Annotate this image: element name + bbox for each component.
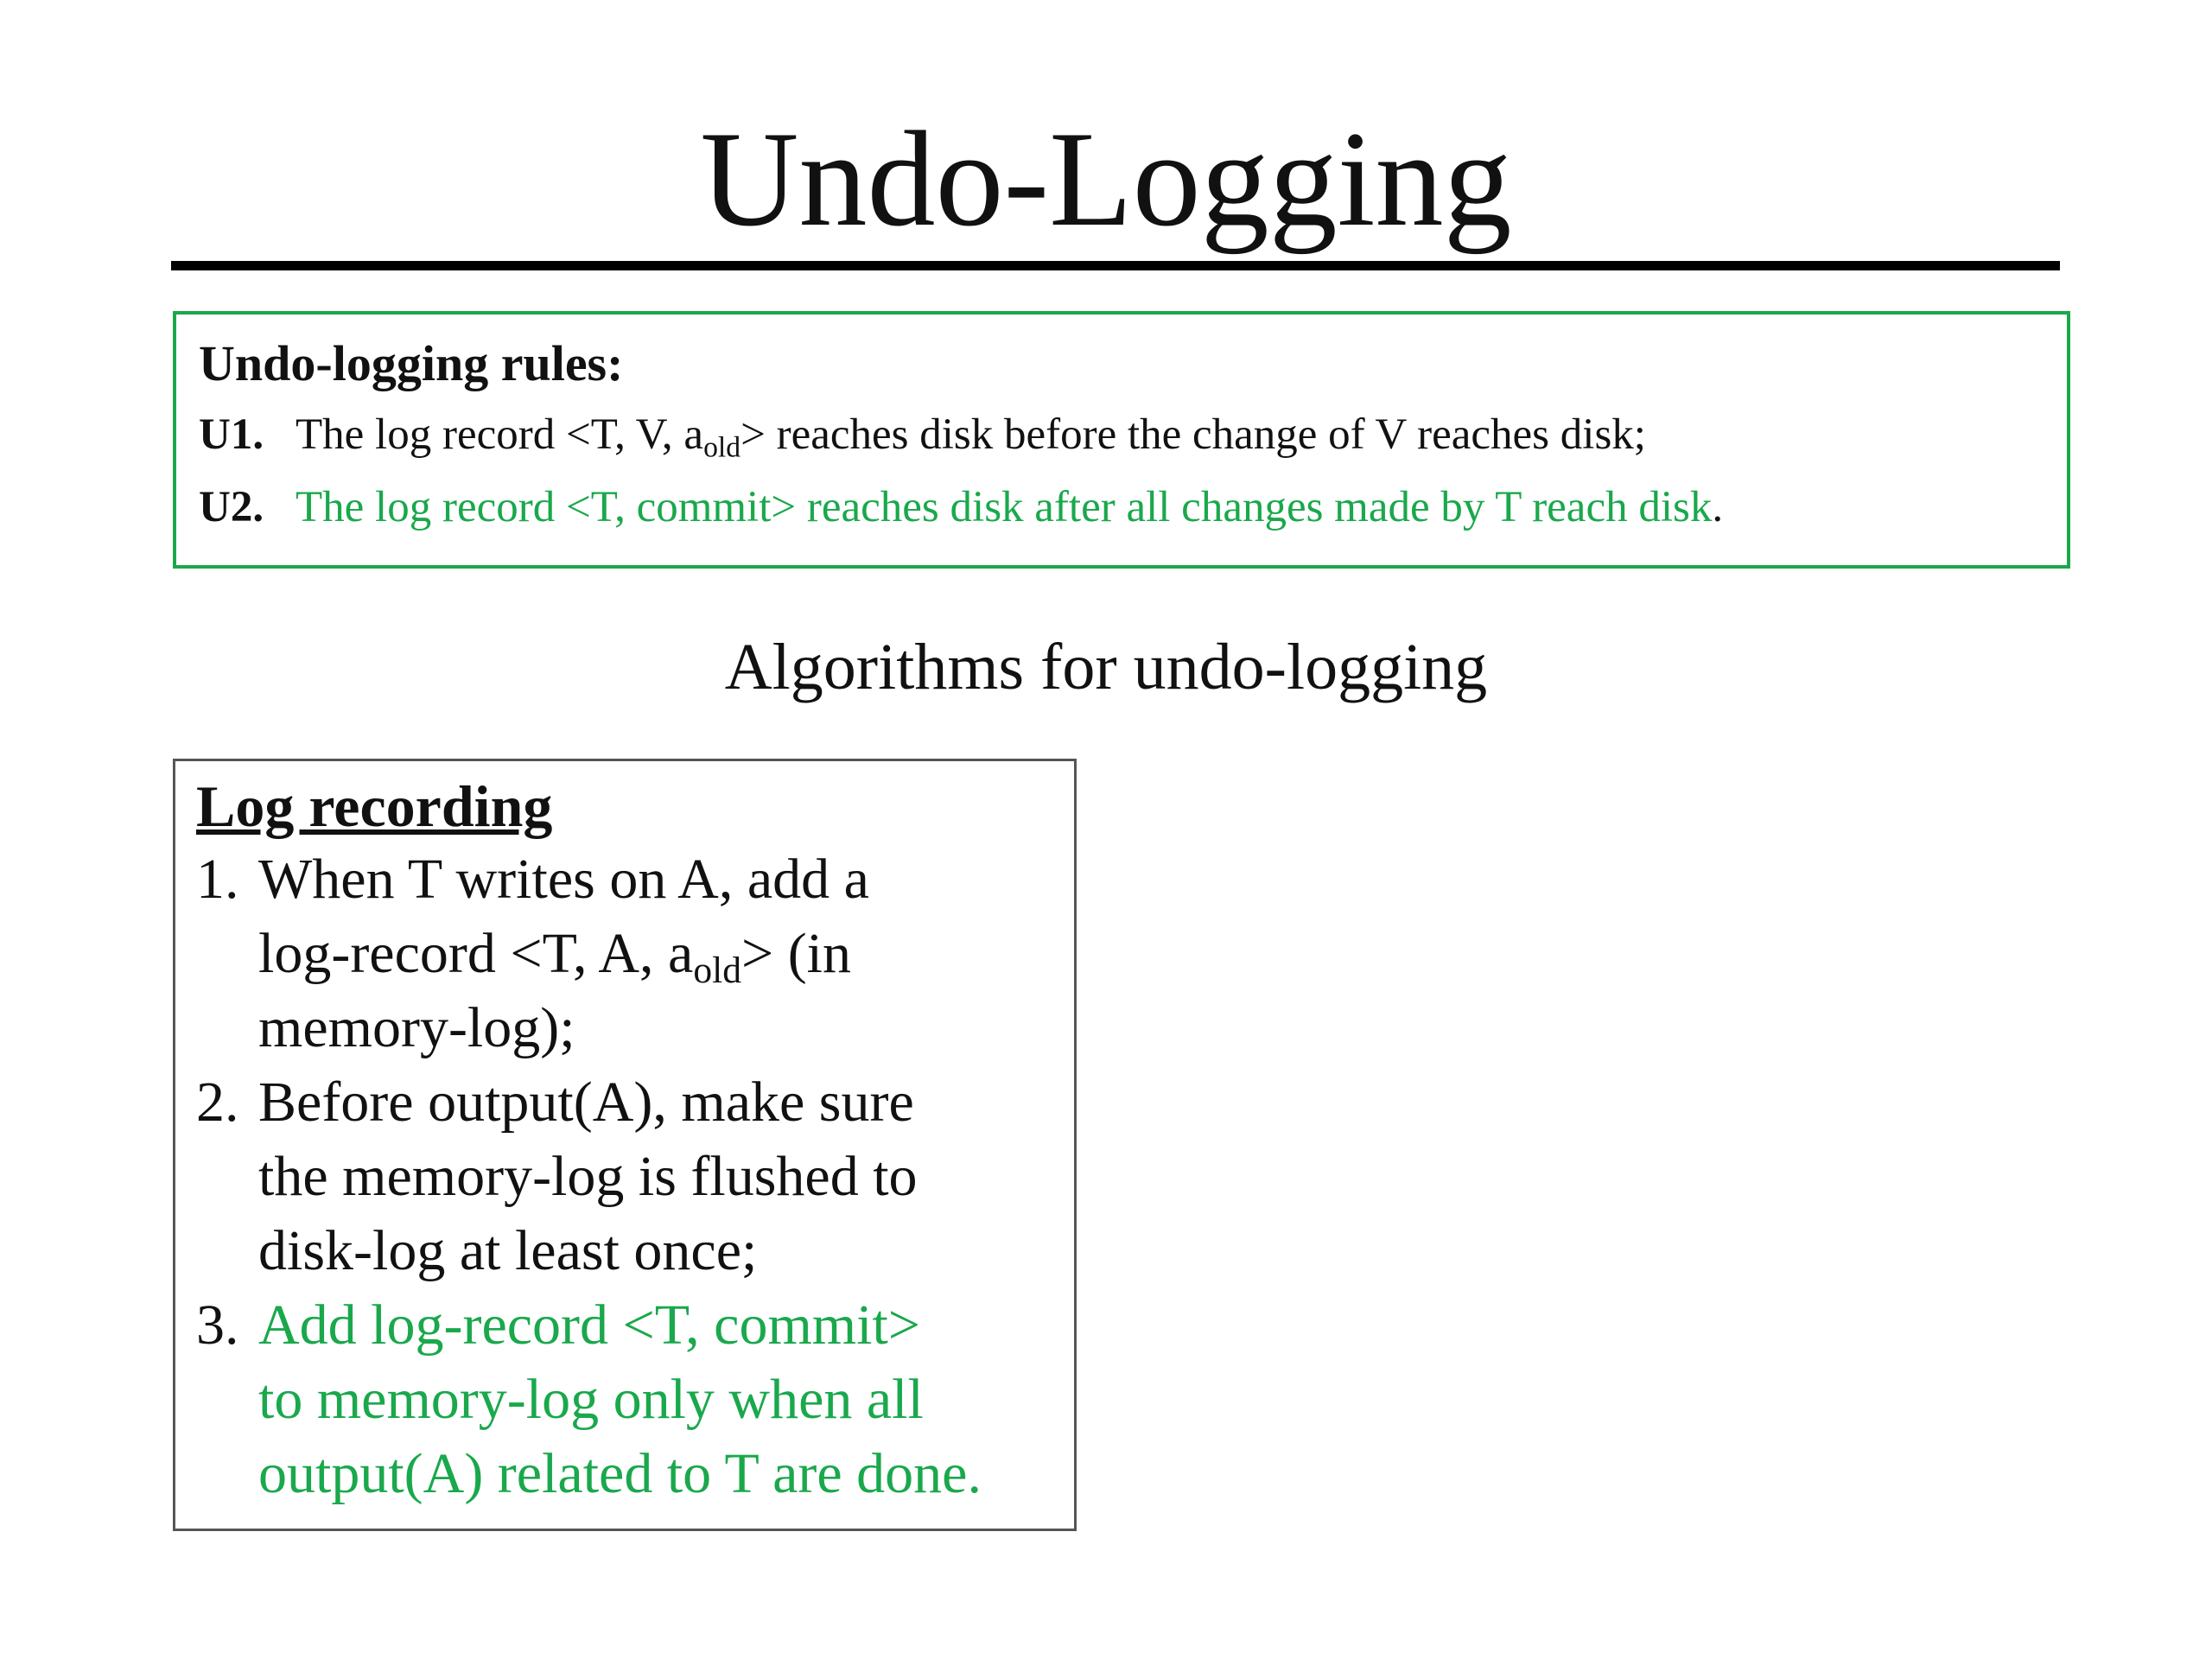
algorithms-heading: Algorithms for undo-logging [724,631,1488,703]
step-2-line-2: the memory-log is flushed to [258,1145,918,1208]
rule-u2 [199,477,2067,537]
rule-u1-text [296,410,1646,464]
step-2-line-3: disk-log at least once; [258,1219,758,1282]
step-1-line-3: memory-log); [258,996,575,1059]
step-1-line-2-subscript: old [693,950,741,992]
log-recording-steps [196,842,1074,1511]
step-1-line-2-before: log-record <T, A, a [258,922,694,985]
rule-u2-text: The log record <T, commit> reaches disk after all changes made by T reach disk [296,483,1713,531]
title-divider [171,261,2060,270]
rule-u1 [199,404,2067,465]
step-3-number: 3. [196,1294,239,1357]
step-1-line-2 [258,917,1074,991]
step-3 [196,1288,1074,1511]
rule-u2-period: . [1712,483,1724,531]
rule-u1-text-before: The log record <T, V, a [296,410,704,459]
slide-title: Undo-Logging [700,104,1512,255]
rule-u1-text-after: > reaches disk before the change of V reaches disk; [741,410,1646,459]
step-2-line-1: Before output(A), make sure [258,1071,914,1134]
step-1-line-1: When T writes on A, add a [258,848,869,911]
step-1-line-2-after: > (in [741,922,852,985]
rule-u1-subscript: old [703,431,741,464]
step-3-line-3: output(A) related to T are done. [258,1442,982,1505]
step-1 [196,842,1074,1065]
step-3-line-1: Add log-record <T, commit> [258,1294,921,1357]
step-2 [196,1065,1074,1288]
step-1-number: 1. [196,848,239,911]
log-recording-box [173,759,1077,1531]
rule-u1-id: U1. [199,410,264,459]
rule-u2-id: U2. [199,483,264,531]
step-2-number: 2. [196,1071,239,1134]
log-recording-heading: Log recording [196,773,553,839]
undo-logging-rules-box [173,311,2070,569]
rules-heading: Undo-logging rules: [199,335,624,391]
step-3-line-2: to memory-log only when all [258,1368,924,1431]
